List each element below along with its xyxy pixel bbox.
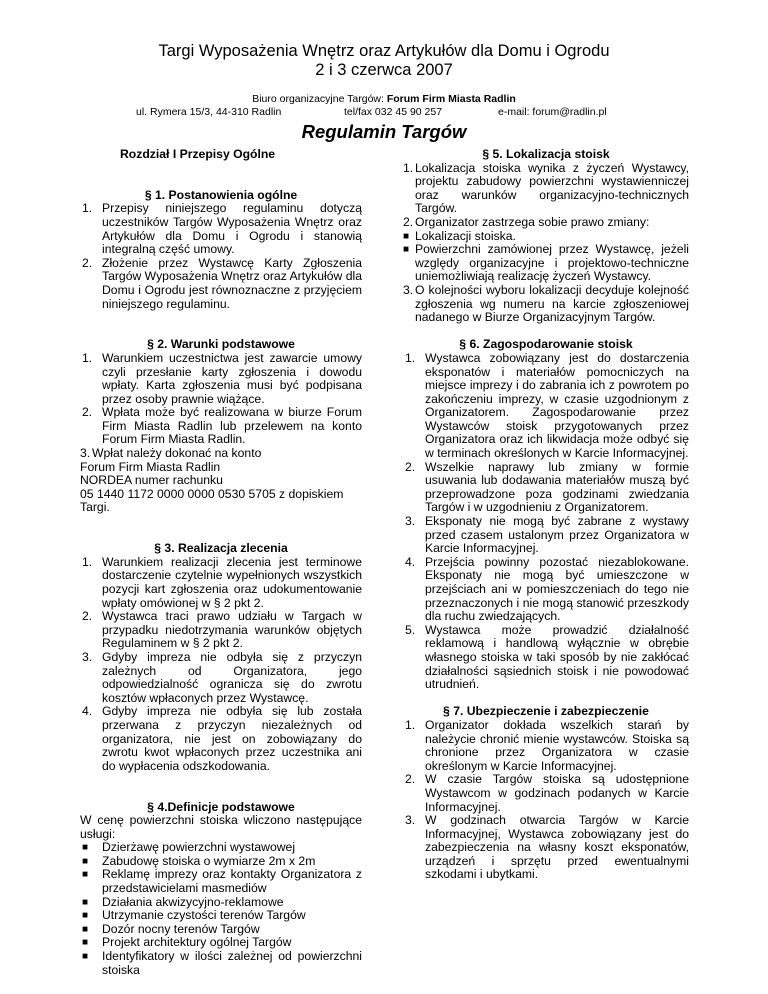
- square-bullet-icon: ■: [82, 923, 89, 935]
- list-item: ■ Lokalizacji stoiska.: [403, 228, 516, 243]
- list-item: ■ Utrzymanie czystości terenów Targów: [82, 908, 306, 923]
- address: ul. Rymera 15/3, 44-310 Radlin: [136, 106, 282, 118]
- square-bullet-icon: ■: [82, 951, 89, 963]
- list-item: ■ Dzierżawę powierzchni wystawowej: [82, 840, 296, 855]
- list-item: 2. Wystawca traci prawo udziału w Targach w przypadku niedotrzymania warunków objętych Regulaminem w § 2 pkt 2.: [82, 609, 362, 651]
- section-6-heading: § 6. Zagospodarowanie stoisk: [459, 337, 633, 352]
- phone: tel/fax 032 45 90 257: [344, 106, 443, 118]
- event-title-line1: Targi Wyposażenia Wnętrz oraz Artykułów dla Domu i Ogrodu: [158, 42, 610, 60]
- section-3-heading: § 3. Realizacja zlecenia: [154, 541, 288, 556]
- section-5-heading: § 5. Lokalizacja stoisk: [482, 147, 610, 161]
- list-item: 4. Przejścia powinny pozostać niezablokowane. Eksponaty nie mogą być umieszczone w przejściach ani w pomieszczeniach do tego nie przeznaczonych i nie mogą stanowić przeszkody dla ruchu zwiedzających.: [405, 554, 689, 624]
- list-item: 1. Lokalizacja stoiska wynika z życzeń Wystawcy, projektu zabudowy powierzchni wystawienniczej oraz warunków organizacyjno-technicznych Targów.: [403, 160, 689, 216]
- list-item: 2. W czasie Targów stoiska są udostępnione Wystawcom w godzinach podanych w Karcie Informacyjnej.: [405, 772, 689, 814]
- organizer-name: Forum Firm Miasta Radlin: [386, 93, 516, 105]
- square-bullet-icon: ■: [82, 937, 89, 949]
- section-4-heading: § 4.Definicje podstawowe: [147, 799, 295, 814]
- section-1-heading: § 1. Postanowienia ogólne: [144, 187, 298, 202]
- square-bullet-icon: ■: [82, 855, 89, 867]
- list-item: ■ Identyfikatory w ilości zależnej od powierzchni stoiska: [82, 949, 362, 977]
- section-2-heading: § 2. Warunki podstawowe: [147, 337, 295, 352]
- list-item: 2. Wszelkie naprawy lub zmiany w formie usuwania lub dodawania materiałów muszą być przeprowadzone poza godzinami zwiedzania Targów i w uzgodnieniu z Organizatorem.: [405, 459, 689, 515]
- list-item: 1. Wystawca zobowiązany jest do dostarczenia eksponatów i materiałów pomocniczych na miejsce imprezy i do zabrania ich z powrotem po zakończeniu imprezy, w czasie uzgodnionym z Organizatorem. Zagospodarowanie przez Wystawców stoisk przygotowanych przez Organizatora oraz ich likwidacja może odbyć się w terminach określonych w Karcie Informacyjnej.: [405, 350, 689, 461]
- list-item: 1. Przepisy niniejszego regulaminu dotyczą uczestników Targów Wyposażenia Wnętrz oraz Artykułów dla Domu i Ogrodu i stanowią integralną część umowy.: [82, 201, 362, 257]
- section-7-heading: § 7. Ubezpieczenie i zabezpieczenie: [443, 704, 649, 719]
- list-item: 3. Wpłat należy dokonać na konto: [80, 446, 262, 461]
- list-item: ■ Reklamę imprezy oraz kontakty Organizatora z przedstawicielami masmediów: [82, 867, 362, 896]
- list-item: 1. Warunkiem uczestnictwa jest zawarcie umowy czyli przesłanie karty zgłoszenia i dowodu wpłaty. Karta zgłoszenia musi być podpisana przez osoby prawnie wiążące.: [82, 350, 362, 406]
- event-dates: 2 i 3 czerwca 2007: [315, 61, 453, 79]
- list-item: 3. O kolejności wyboru lokalizacji decyduje kolejność zgłoszenia wg numeru na karcie zgłoszeniowej nadanego w Biurze Organizacyjnym Targów.: [403, 282, 689, 325]
- bank-line: NORDEA numer rachunku: [80, 473, 223, 488]
- square-bullet-icon: ■: [82, 910, 89, 922]
- list-item: ■ Zabudowę stoiska o wymiarze 2m x 2m: [82, 853, 316, 868]
- list-item: 1. Organizator dokłada wszelkich starań by należycie chronić mienie wystawców. Stoiska są chronione przez Organizatora w czasie określonym w Karcie Informacyjnej.: [405, 717, 689, 773]
- list-item: 1. Warunkiem realizacji zlecenia jest terminowe dostarczenie czytelnie wypełnionych wszystkich pozycji kart zgłoszenia oraz udokumentowanie wpłaty omówionej w § 2 pkt 2.: [82, 554, 362, 610]
- bank-line: Forum Firm Miasta Radlin: [80, 459, 221, 474]
- square-bullet-icon: ■: [82, 842, 89, 854]
- square-bullet-icon: ■: [403, 230, 410, 242]
- section-4-intro: W cenę powierzchni stoiska wliczono następujące usługi:: [80, 813, 362, 841]
- left-column: [80, 148, 362, 977]
- list-item: ■ Powierzchni zamówionej przez Wystawcę, jeżeli względy organizacyjne i projektowo-techniczne uniemożliwiają realizację życzeń Wystawcy.: [403, 242, 689, 284]
- organizer-prefix: Biuro organizacyjne Targów:: [252, 93, 387, 105]
- list-item: 3. Gdyby impreza nie odbyła się z przyczyn zależnych od Organizatora, jego odpowiedzialność ogranicza się do zwrotu kosztów wpłaconych przez Wystawcę.: [82, 649, 362, 705]
- document-title: Regulamin Targów: [301, 121, 467, 142]
- email: e-mail: forum@radlin.pl: [498, 106, 607, 118]
- list-item: ■ Projekt architektury ogólnej Targów: [82, 935, 292, 950]
- list-item: 5. Wystawca może prowadzić działalność reklamową i handlową wyłącznie w obrębie własnego stoiska w taki sposób by nie zakłócać działalności sąsiednich stoisk i nie powodować utrudnień.: [405, 622, 689, 692]
- list-item: ■ Działania akwizycyjno-reklamowe: [82, 894, 284, 909]
- list-item: 3. W godzinach otwarcia Targów w Karcie Informacyjnej, Wystawca zobowiązany jest do zabezpieczenia na własny koszt eksponatów, urządzeń i sprzętu przed ewentualnymi szkodami i ubytkami.: [405, 813, 689, 882]
- list-item: 2. Wpłata może być realizowana w biurze Forum Firm Miasta Radlin lub przelewem na konto Forum Firm Miasta Radlin.: [82, 405, 362, 447]
- organizer-line: [0, 93, 768, 105]
- right-column: [403, 148, 689, 882]
- list-item: 2. Złożenie przez Wystawcę Karty Zgłoszenia Targów Wyposażenia Wnętrz oraz Artykułów dla Domu i Ogrodu jest równoznaczne z przyjęciem niniejszego regulaminu.: [82, 255, 362, 311]
- list-item: 3. Eksponaty nie mogą być zabrane z wystawy przed czasem ustalonym przez Organizatora w Karcie Informacyjnej.: [405, 514, 689, 556]
- chapter-heading: Rozdział I Przepisy Ogólne: [120, 147, 276, 161]
- list-item: 2. Organizator zastrzega sobie prawo zmiany:: [403, 214, 650, 229]
- list-item: 4. Gdyby impreza nie odbyła się lub została przerwana z przyczyn niezależnych od organizatora, nie jest on zobowiązany do zwrotu kwot wpłaconych przez uczestnika ani do wypłacenia odszkodowania.: [82, 704, 362, 773]
- square-bullet-icon: ■: [82, 896, 89, 908]
- bank-account: 05 1440 1172 0000 0000 0530 5705 z dopiskiem Targi.: [80, 486, 344, 515]
- square-bullet-icon: ■: [403, 244, 410, 256]
- square-bullet-icon: ■: [82, 869, 89, 881]
- list-item: ■ Dozór nocny terenów Targów: [82, 921, 260, 936]
